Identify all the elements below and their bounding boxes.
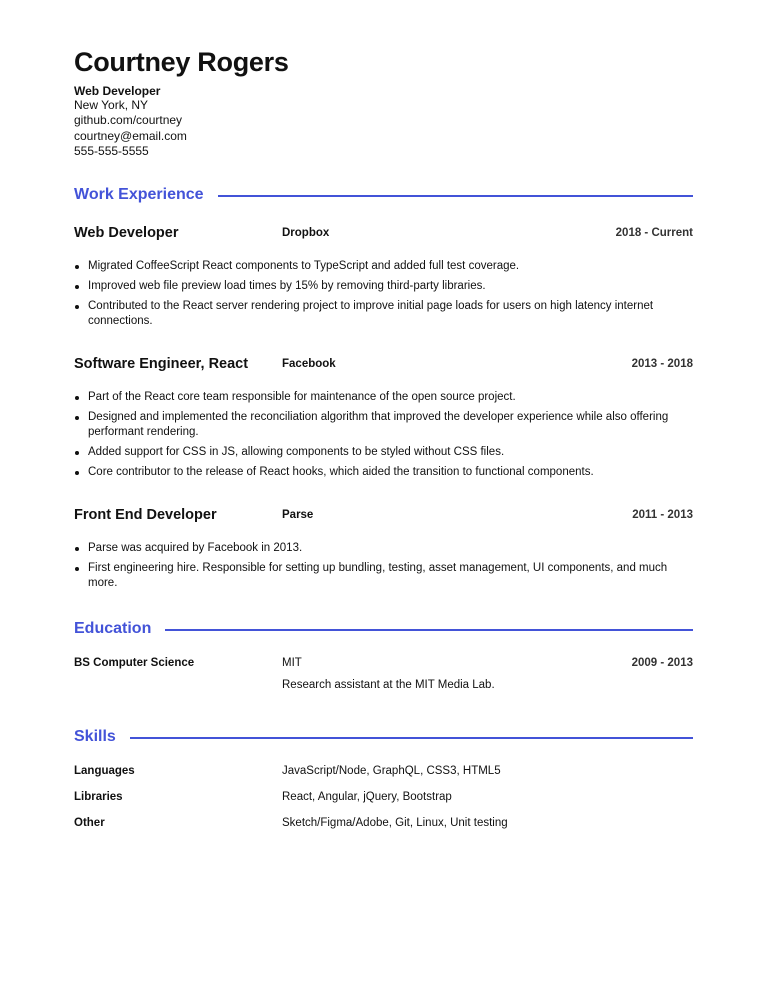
job-company: Facebook xyxy=(282,358,336,370)
education-title: Education xyxy=(74,620,152,637)
job-header-dropbox xyxy=(74,225,693,245)
list-item: Parse was acquired by Facebook in 2013. xyxy=(74,541,698,556)
job-dates: 2011 - 2013 xyxy=(632,509,693,521)
education-degree: BS Computer Science xyxy=(74,657,195,669)
job-header-parse xyxy=(74,507,693,527)
work-experience-heading xyxy=(74,186,693,204)
education-row xyxy=(74,657,693,675)
job-bullets-facebook xyxy=(74,390,698,485)
job-company: Parse xyxy=(282,509,314,521)
section-divider xyxy=(218,195,693,197)
job-title: Software Engineer, React xyxy=(74,356,249,372)
skills-title: Skills xyxy=(74,728,116,745)
list-item: Designed and implemented the reconciliation algorithm that improved the developer experience while also offering performant rendering. xyxy=(74,410,698,440)
skill-row-libraries xyxy=(74,791,693,809)
list-item: Contributed to the React server rendering project to improve initial page loads for users on high latency internet connections. xyxy=(74,299,698,329)
job-dates: 2013 - 2018 xyxy=(631,358,693,370)
list-item: First engineering hire. Responsible for setting up bundling, testing, asset management, UI components, and much more. xyxy=(74,561,698,591)
candidate-github[interactable]: github.com/courtney xyxy=(74,112,183,127)
candidate-name: Courtney Rogers xyxy=(74,47,289,77)
candidate-location: New York, NY xyxy=(74,98,149,112)
education-note: Research assistant at the MIT Media Lab. xyxy=(282,679,495,691)
skill-value: JavaScript/Node, GraphQL, CSS3, HTML5 xyxy=(282,765,501,777)
skill-value: Sketch/Figma/Adobe, Git, Linux, Unit testing xyxy=(282,817,508,829)
skill-label: Other xyxy=(74,817,105,829)
job-bullets-parse xyxy=(74,541,698,596)
section-divider xyxy=(165,629,693,631)
education-dates: 2009 - 2013 xyxy=(631,657,693,669)
education-school: MIT xyxy=(282,657,302,669)
skill-row-other xyxy=(74,817,693,835)
list-item: Added support for CSS in JS, allowing components to be styled without CSS files. xyxy=(74,445,698,460)
list-item: Migrated CoffeeScript React components to TypeScript and added full test coverage. xyxy=(74,259,698,274)
skill-label: Libraries xyxy=(74,791,123,803)
candidate-phone: 555-555-5555 xyxy=(74,143,149,158)
candidate-title: Web Developer xyxy=(74,84,161,98)
list-item: Improved web file preview load times by 15% by removing third-party libraries. xyxy=(74,279,698,294)
resume-header xyxy=(74,46,289,158)
job-title: Web Developer xyxy=(74,225,179,241)
skill-row-languages xyxy=(74,765,693,783)
list-item: Core contributor to the release of React hooks, which aided the transition to functional components. xyxy=(74,465,698,480)
education-heading xyxy=(74,620,693,638)
job-bullets-dropbox xyxy=(74,259,698,334)
candidate-email[interactable]: courtney@email.com xyxy=(74,129,187,143)
section-divider xyxy=(130,737,693,739)
job-dates: 2018 - Current xyxy=(615,227,693,239)
job-company: Dropbox xyxy=(282,227,330,239)
list-item: Part of the React core team responsible for maintenance of the open source project. xyxy=(74,390,698,405)
skills-heading xyxy=(74,728,693,746)
job-header-facebook xyxy=(74,356,693,376)
skill-value: React, Angular, jQuery, Bootstrap xyxy=(282,791,452,803)
skill-label: Languages xyxy=(74,765,135,777)
work-experience-title: Work Experience xyxy=(74,186,204,203)
job-title: Front End Developer xyxy=(74,507,217,523)
